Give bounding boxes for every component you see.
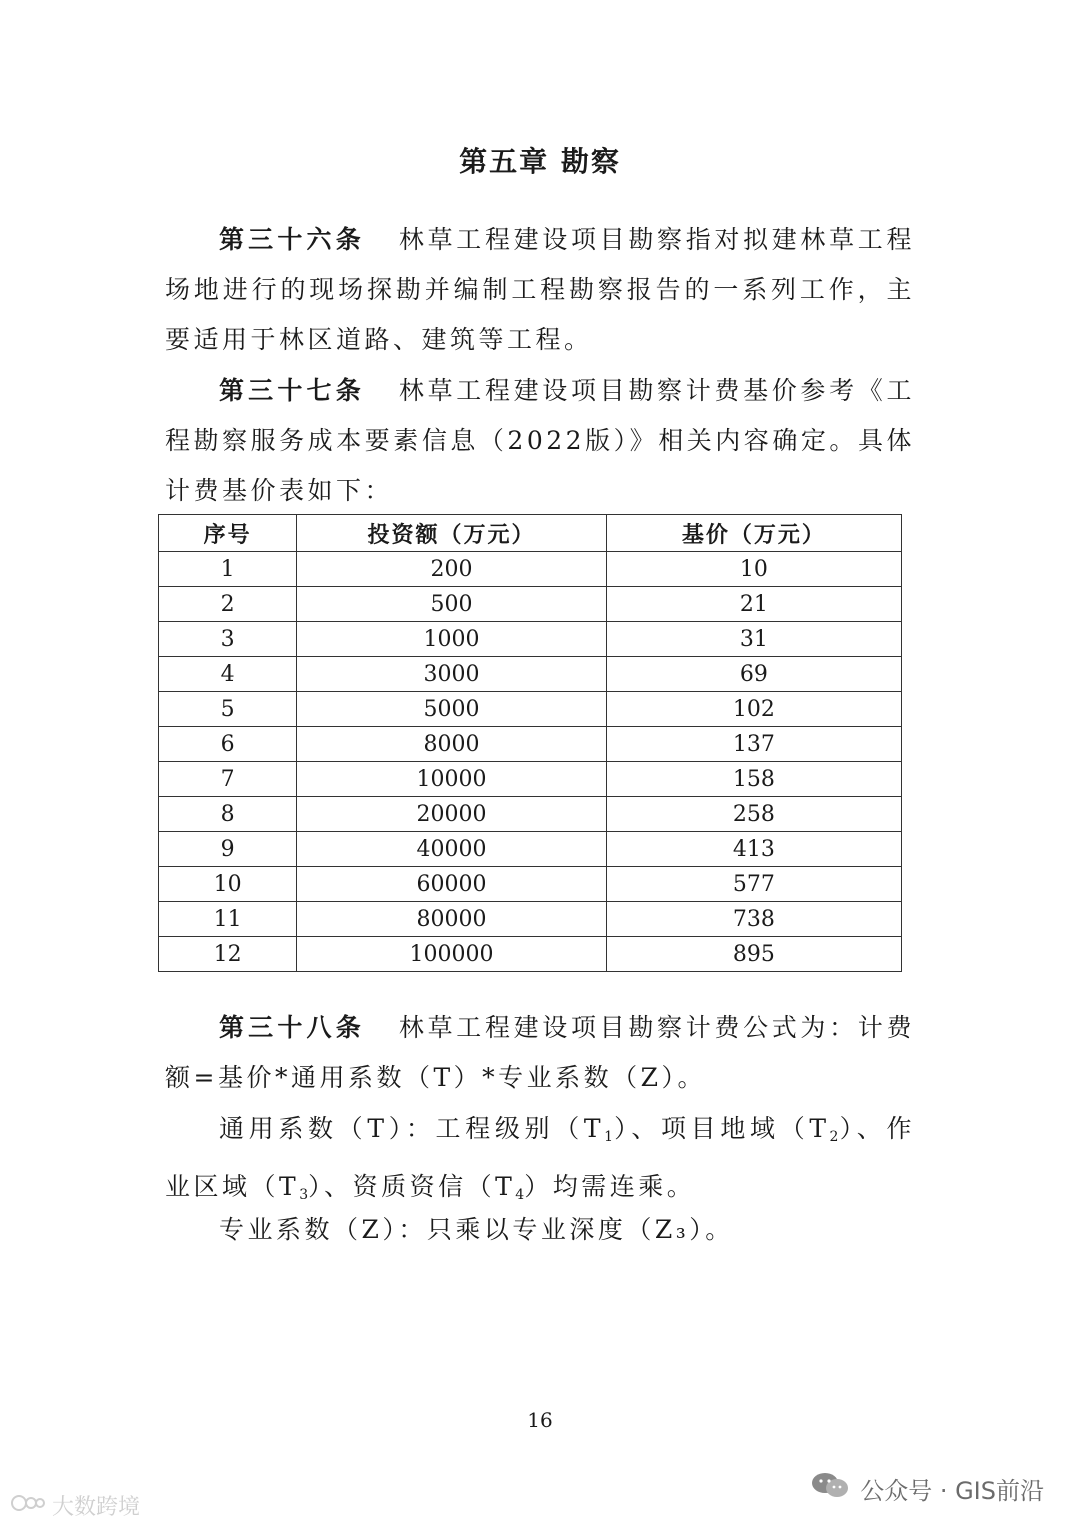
cell-investment: 1000 xyxy=(297,622,606,657)
article-38-label: 第三十八条 xyxy=(219,1013,365,1042)
brand-logo-icon xyxy=(10,1492,46,1520)
table-row xyxy=(159,902,902,937)
cell-base-price: 258 xyxy=(606,797,901,832)
header-base-price: 基价（万元） xyxy=(606,515,901,552)
page-number: 16 xyxy=(527,1408,553,1432)
article-38-text: 林草工程建设项目勘察计费公式为：计费额=基价*通用系数（T）*专业系数（Z）。 xyxy=(165,1013,915,1092)
article-36 xyxy=(165,215,915,365)
watermark-right xyxy=(810,1470,1044,1506)
cell-index: 9 xyxy=(159,832,297,867)
article-36-label: 第三十六条 xyxy=(219,225,365,254)
header-investment: 投资额（万元） xyxy=(297,515,606,552)
cell-investment: 8000 xyxy=(297,727,606,762)
cell-index: 4 xyxy=(159,657,297,692)
table-row xyxy=(159,797,902,832)
cell-base-price: 137 xyxy=(606,727,901,762)
fee-table xyxy=(158,514,902,972)
cell-investment: 3000 xyxy=(297,657,606,692)
cell-index: 7 xyxy=(159,762,297,797)
cell-base-price: 577 xyxy=(606,867,901,902)
cell-investment: 200 xyxy=(297,552,606,587)
table-row xyxy=(159,937,902,972)
cell-index: 10 xyxy=(159,867,297,902)
table-header-row xyxy=(159,515,902,552)
watermark-right-text: 公众号 · GIS前沿 xyxy=(860,1476,1044,1505)
general-coefficient-paragraph: 通用系数（T）：工程级别$(T_1)$、项目地域$(T_2)$、作业区域$(T_3)$、资质资信$(T_4)$均需连乘。 xyxy=(165,1114,915,1203)
table-row xyxy=(159,832,902,867)
special-coefficient-paragraph: 专业系数（Z）：只乘以专业深度（Z₃）。 xyxy=(219,1215,734,1244)
cell-investment: 60000 xyxy=(297,867,606,902)
cell-index: 1 xyxy=(159,552,297,587)
cell-investment: 10000 xyxy=(297,762,606,797)
table-row xyxy=(159,692,902,727)
table-row xyxy=(159,622,902,657)
header-index: 序号 xyxy=(159,515,297,552)
table-row xyxy=(159,727,902,762)
cell-base-price: 10 xyxy=(606,552,901,587)
cell-investment: 5000 xyxy=(297,692,606,727)
table-row xyxy=(159,657,902,692)
article-37-text: 林草工程建设项目勘察计费基价参考《工程勘察服务成本要素信息（2022版）》相关内容确定。具体计费基价表如下： xyxy=(165,376,915,505)
cell-investment: 500 xyxy=(297,587,606,622)
cell-investment: 20000 xyxy=(297,797,606,832)
watermark-left xyxy=(10,1490,140,1521)
cell-index: 2 xyxy=(159,587,297,622)
article-37 xyxy=(165,366,915,516)
table-row xyxy=(159,867,902,902)
chapter-title: 第五章 勘察 xyxy=(459,145,621,178)
cell-base-price: 31 xyxy=(606,622,901,657)
cell-investment: 100000 xyxy=(297,937,606,972)
cell-index: 5 xyxy=(159,692,297,727)
cell-base-price: 69 xyxy=(606,657,901,692)
cell-investment: 40000 xyxy=(297,832,606,867)
article-37-label: 第三十七条 xyxy=(219,376,365,405)
cell-base-price: 738 xyxy=(606,902,901,937)
article-38 xyxy=(165,1003,915,1103)
cell-index: 8 xyxy=(159,797,297,832)
wechat-icon xyxy=(810,1470,850,1506)
table-row xyxy=(159,587,902,622)
cell-index: 6 xyxy=(159,727,297,762)
watermark-left-text: 大数跨境 xyxy=(52,1495,141,1520)
cell-base-price: 102 xyxy=(606,692,901,727)
cell-index: 12 xyxy=(159,937,297,972)
article-36-text: 林草工程建设项目勘察指对拟建林草工程场地进行的现场探勘并编制工程勘察报告的一系列工作，主要适用于林区道路、建筑等工程。 xyxy=(165,225,915,354)
cell-base-price: 21 xyxy=(606,587,901,622)
cell-base-price: 895 xyxy=(606,937,901,972)
cell-index: 11 xyxy=(159,902,297,937)
cell-investment: 80000 xyxy=(297,902,606,937)
cell-base-price: 158 xyxy=(606,762,901,797)
table-row xyxy=(159,552,902,587)
table-row xyxy=(159,762,902,797)
cell-index: 3 xyxy=(159,622,297,657)
cell-base-price: 413 xyxy=(606,832,901,867)
